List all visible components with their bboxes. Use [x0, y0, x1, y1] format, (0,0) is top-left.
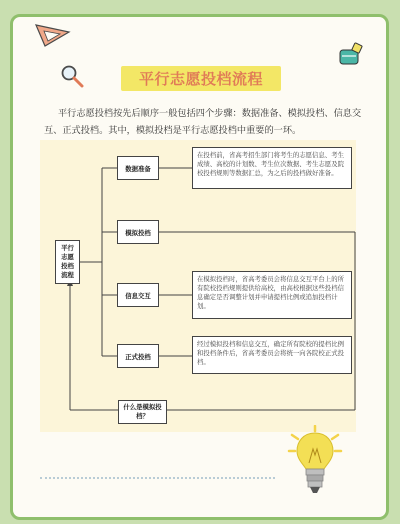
root-node-label: 平行志愿投档流程 [61, 244, 74, 279]
dotted-divider [40, 477, 275, 481]
step-note-text: 在投档前，省高考招生部门将考生的志愿信息、考生成绩、高校的计划数、考生位次数据、考生志愿及院校投档规则等数据汇总，为之后的投档做好准备。 [197, 151, 344, 177]
step-node-info-exchange [117, 283, 159, 307]
step-note-text: 经过模拟投档和信息交互，确定所有院校的提档比例和投档条件后，省高考委员会将统一向各院校正式投档。 [197, 340, 344, 366]
step-note-data-prep [192, 147, 352, 189]
question-node [118, 400, 167, 424]
page-title: 平行志愿投档流程 [138, 70, 263, 88]
step-label: 正式投档 [125, 352, 151, 361]
root-node [55, 240, 80, 284]
step-node-formal-filing [117, 344, 159, 368]
step-node-data-prep [117, 156, 159, 180]
step-note-text: 在模拟投档时，省高考委员会将信息交互平台上的所有院校投档规则提供给高校，由高校根据这些投档信息确定是否调整计划并申请提档比例或追加投档计划。 [197, 275, 344, 310]
intro-paragraph: 平行志愿投档按先后顺序一般包括四个步骤：数据准备、模拟投档、信息交互、正式投档。其中，模拟投档是平行志愿投档中重要的一环。 [44, 108, 362, 136]
step-label: 数据准备 [125, 164, 151, 173]
step-note-formal-filing [192, 336, 352, 374]
step-node-simulation [117, 220, 159, 244]
lightbulb-icon [287, 425, 343, 497]
question-label: 什么是模拟投档？ [123, 403, 162, 420]
step-note-info-exchange [192, 271, 352, 319]
step-label: 模拟投档 [125, 228, 151, 237]
step-label: 信息交互 [125, 291, 151, 300]
